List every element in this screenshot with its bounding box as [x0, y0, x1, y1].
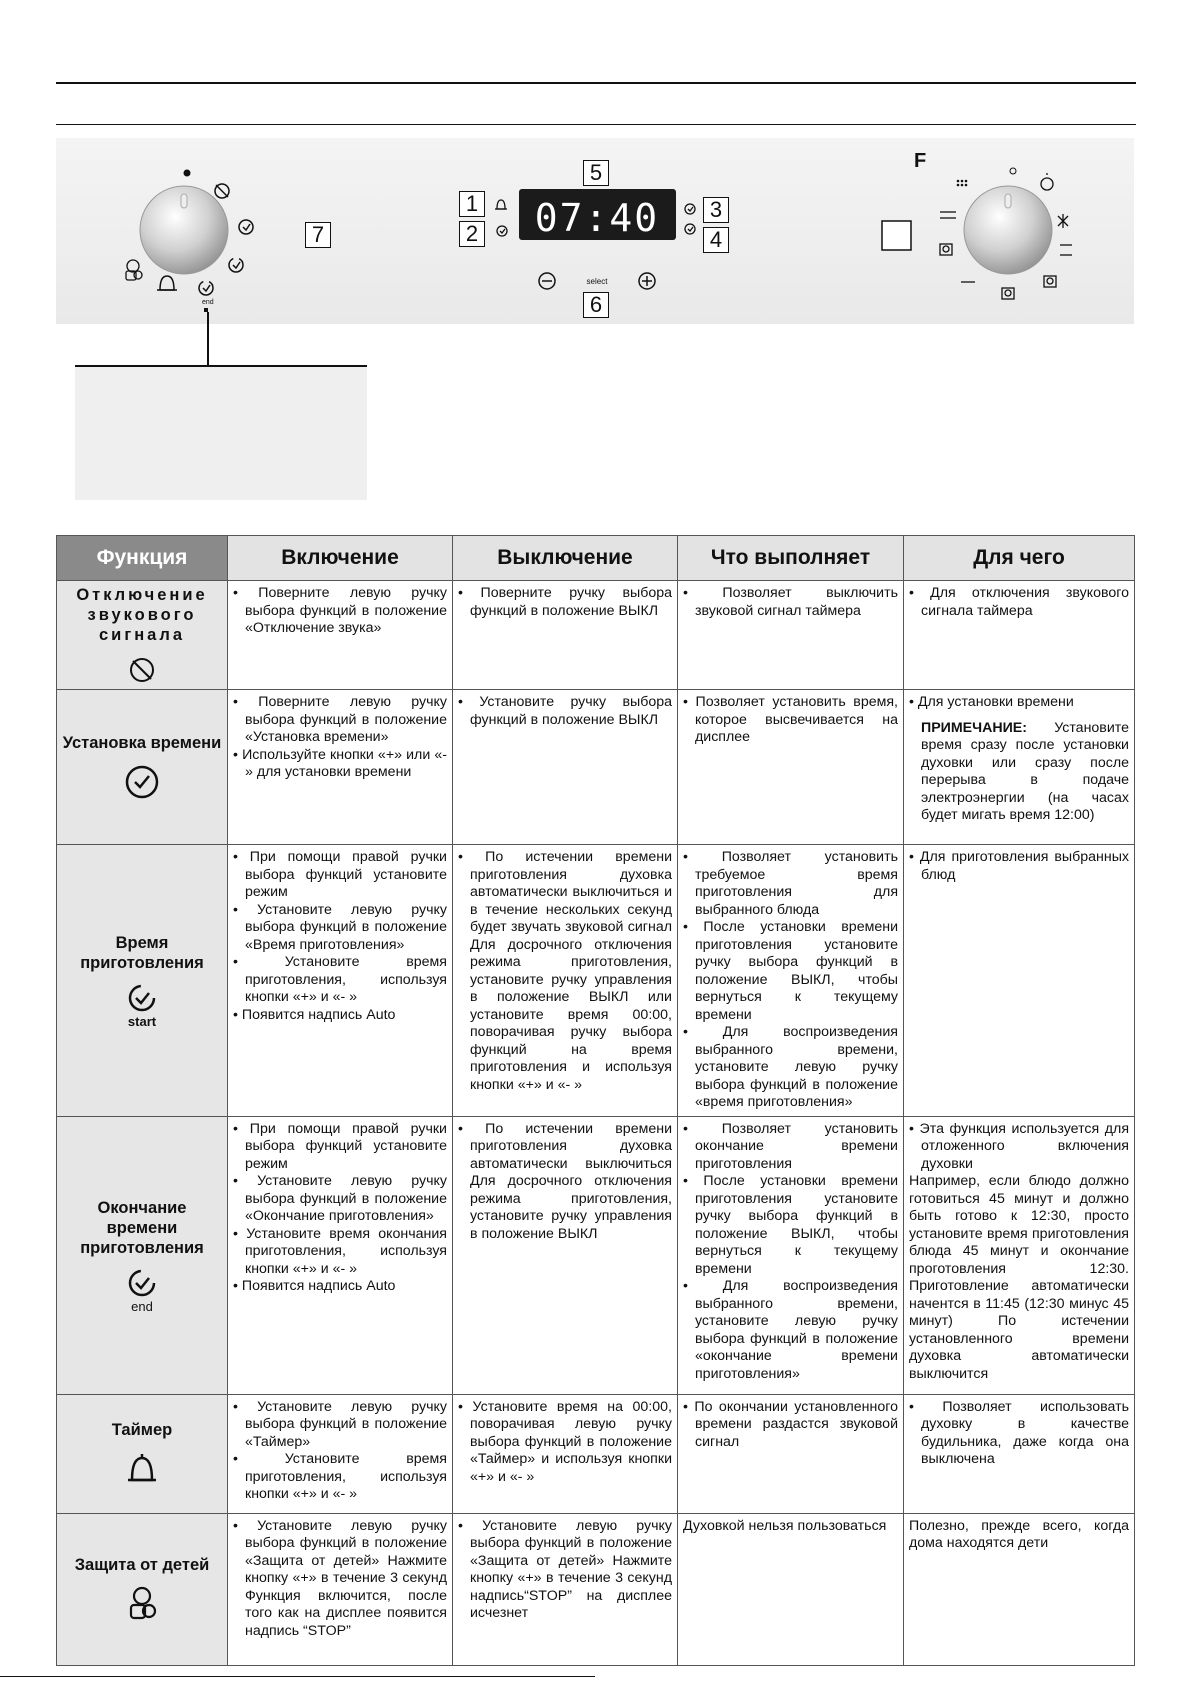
off-item: • Поверните ручку выбора функций в положение ВЫКЛ: [458, 585, 672, 620]
sound-off-icon: [215, 184, 229, 198]
what-item: • По окончании установленного времени раздастся звуковой сигнал: [683, 1399, 898, 1452]
off-dot-icon: [184, 170, 191, 177]
off-item: • Установите ручку выбора функций в положение ВЫКЛ: [458, 694, 672, 729]
why-item: • Для установки времени: [909, 694, 1129, 712]
why-cell: [904, 1513, 1135, 1665]
header-why: Для чего: [904, 536, 1135, 581]
top-rule: [56, 82, 1136, 84]
table-header-row: [57, 536, 1135, 581]
functions-table: [56, 535, 1135, 1666]
f-label: F: [914, 150, 927, 172]
on-cell: [228, 581, 453, 690]
what-item: • После установки времени приготовления установите ручку выбора функций в положение ВЫКЛ, чтобы вернуться к текущему времени: [683, 1173, 898, 1278]
why-cell: [904, 1116, 1135, 1394]
header-on: Включение: [228, 536, 453, 581]
right-function-knob[interactable]: [964, 186, 1052, 274]
on-item: • Установите левую ручку выбора функций в положение «Окончание приготовления»: [233, 1173, 447, 1226]
callout-5: 5: [583, 160, 609, 186]
why-text: Полезно, прежде всего, когда дома находятся дети: [909, 1517, 1129, 1551]
display-end-icon: [685, 224, 695, 234]
on-item: • Установите левую ручку выбора функций в положение «Защита от детей» Нажмите кнопку «+» в течение 3 секунд Функция включится, после того как на дисплее появится надпись “STOP”: [233, 1518, 447, 1641]
why-item: • Эта функция используется для отложенного включения духовки: [909, 1121, 1129, 1174]
what-cell: [678, 690, 904, 845]
display-time: 07:40: [534, 196, 660, 240]
display-clock-icon: [497, 226, 507, 236]
on-item: • При помощи правой ручки выбора функций установите режим: [233, 1121, 447, 1174]
start-label: start: [127, 1013, 157, 1029]
callout-6: 6: [583, 292, 609, 318]
header-what: Что выполняет: [678, 536, 904, 581]
off-item: • Установите время на 00:00, поворачивая левую ручку выбора функций в положение «Таймер» и используя кнопки «+» и «- »: [458, 1399, 672, 1487]
fan-icon-right: [1044, 276, 1056, 287]
off-circle-icon: [1010, 168, 1016, 174]
what-cell: [678, 845, 904, 1117]
function-cell: [57, 690, 228, 845]
fan-icon-bottom: [1002, 288, 1014, 299]
on-item: • Появится надпись Auto: [233, 1278, 447, 1296]
display-start-icon: [685, 204, 695, 214]
off-cell: [453, 1513, 678, 1665]
clock-icon: [123, 763, 161, 801]
what-item: • Для воспроизведения выбранного времени, установите левую ручку выбора функций в положение «время приготовления»: [683, 1024, 898, 1112]
table-row: [57, 581, 1135, 690]
callout-1: 1: [459, 191, 485, 217]
fan-icon-left: [940, 244, 952, 255]
on-cell: [228, 845, 453, 1117]
function-cell: [57, 1116, 228, 1394]
what-item: • Позволяет установить окончание времени приготовления: [683, 1121, 898, 1174]
on-cell: [228, 1513, 453, 1665]
on-item: • Установите время приготовления, используя кнопки «+» и «- »: [233, 954, 447, 1007]
off-item: • По истечении времени приготовления духовка автоматически выключиться Для досрочного отключения режима приготовления, установите ручку управления в положение ВЫКЛ: [458, 1121, 672, 1244]
select-label: select: [586, 277, 608, 286]
on-item: • Установите время окончания приготовления, используя кнопки «+» и «- »: [233, 1226, 447, 1279]
pointer-line-horizontal: [75, 365, 367, 367]
table-row: [57, 1116, 1135, 1394]
on-item: • Поверните левую ручку выбора функций в положение «Установка времени»: [233, 694, 447, 747]
why-item: • Для приготовления выбранных блюд: [909, 849, 1129, 884]
function-cell: [57, 845, 228, 1117]
callout-4: 4: [703, 227, 729, 253]
off-cell: [453, 581, 678, 690]
bell-icon: [157, 276, 177, 290]
cook-start-icon: [122, 983, 162, 1015]
info-box: [75, 365, 367, 500]
minus-button: [539, 273, 555, 289]
clock-icon: [239, 220, 253, 234]
on-item: • Установите время приготовления, используя кнопки «+» и «- »: [233, 1451, 447, 1504]
display-bell-icon: [495, 200, 507, 209]
grill-dots-icon: [957, 180, 968, 187]
off-item: • Установите левую ручку выбора функций в положение «Защита от детей» Нажмите кнопку «+» в течение 3 секунд надпись“STOP” на дисплее исчезнет: [458, 1518, 672, 1623]
function-cell: [57, 1394, 228, 1513]
end-label: end: [202, 299, 214, 306]
cook-start-icon: [229, 258, 243, 272]
what-cell: [678, 1116, 904, 1394]
left-function-knob[interactable]: [140, 186, 228, 274]
sound-off-icon: [127, 655, 157, 685]
bottom-rule: [0, 1676, 595, 1677]
function-name: Отключение звукового сигнала: [76, 586, 208, 644]
function-name: Время приготовления: [80, 933, 204, 972]
header-off: Выключение: [453, 536, 678, 581]
function-cell: [57, 581, 228, 690]
why-extra: Например, если блюдо должно готовиться 45 минут и должно быть готово к 12:30, просто установите время приготовления блюда 45 минут и окончание проготовления 12:30. Приготовление автоматически начентся в 11:45 (12:30 минус 45 минут) По истечении установленного времени духовка автоматически выключится: [909, 1173, 1129, 1382]
table-row: [57, 845, 1135, 1117]
why-cell: [904, 845, 1135, 1117]
on-item: • Установите левую ручку выбора функций в положение «Время приготовления»: [233, 902, 447, 955]
on-item: • При помощи правой ручки выбора функций установите режим: [233, 849, 447, 902]
child-lock-icon: [126, 260, 142, 280]
cook-end-icon: [199, 281, 213, 295]
what-cell: [678, 1513, 904, 1665]
defrost-icon: [1058, 214, 1068, 228]
why-item: • Позволяет использовать духовку в качестве будильника, даже когда она выключена: [909, 1399, 1129, 1469]
child-lock-icon: [122, 1585, 162, 1623]
what-item: • Для воспроизведения выбранного времени, установите левую ручку выбора функций в положение «окончание времени приготовления»: [683, 1278, 898, 1383]
on-item: • Появится надпись Auto: [233, 1007, 447, 1025]
table-row: [57, 1394, 1135, 1513]
second-rule: [56, 124, 1136, 125]
table-row: [57, 1513, 1135, 1665]
on-cell: [228, 1116, 453, 1394]
grill-icon: [940, 212, 956, 218]
note-text: Установите время сразу после установки духовки или сразу после перерыва в подаче электроэнергии (на часах будет мигать время 12:00): [921, 719, 1129, 823]
function-name: Окончание времени приготовления: [80, 1198, 204, 1257]
function-name: Установка времени: [62, 734, 222, 752]
bell-icon: [124, 1450, 160, 1488]
plus-button: [639, 273, 655, 289]
function-cell: [57, 1513, 228, 1665]
what-item: • Позволяет выключить звуковой сигнал таймера: [683, 585, 898, 620]
callout-2: 2: [459, 221, 485, 247]
function-name: Защита от детей: [74, 1556, 210, 1574]
cook-end-icon: [122, 1268, 162, 1300]
off-cell: [453, 1116, 678, 1394]
what-item: • Позволяет установить время, которое высвечивается на дисплее: [683, 694, 898, 747]
control-panel-illustration: [56, 138, 1134, 324]
pointer-line: [207, 312, 209, 365]
why-cell: [904, 690, 1135, 845]
off-cell: [453, 845, 678, 1117]
why-item: • Для отключения звукового сигнала таймера: [909, 585, 1129, 620]
table-row: [57, 690, 1135, 845]
off-cell: [453, 690, 678, 845]
off-item: • По истечении времени приготовления духовка автоматически выключиться и в течение нескольких секунд будет звучать звуковой сигнал Для досрочного отключения режима приготовления, установите ручку управления в положение ВЫКЛ или установите время 00:00, поворачивая ручку выбора функций на время приготовления и используя кнопки «+» и «- »: [458, 849, 672, 1094]
why-cell: [904, 581, 1135, 690]
what-text: Духовкой нельзя пользоваться: [683, 1517, 887, 1534]
on-cell: [228, 1394, 453, 1513]
what-cell: [678, 1394, 904, 1513]
note-label: ПРИМЕЧАНИЕ:: [921, 719, 1027, 736]
what-item: • После установки времени приготовления установите ручку выбора функций в положение ВЫКЛ, чтобы вернуться к текущему времени: [683, 919, 898, 1024]
on-item: • Используйте кнопки «+» или «- » для установки времени: [233, 747, 447, 782]
what-cell: [678, 581, 904, 690]
on-cell: [228, 690, 453, 845]
top-bottom-heat-icon: [1060, 245, 1072, 255]
callout-3: 3: [703, 197, 729, 223]
lamp-icon: [1041, 173, 1053, 190]
callout-7: 7: [305, 222, 331, 248]
on-item: • Установите левую ручку выбора функций в положение «Таймер»: [233, 1399, 447, 1452]
function-name: Таймер: [111, 1420, 173, 1439]
blank-square: [882, 221, 911, 250]
what-item: • Позволяет установить требуемое время приготовления для выбранного блюда: [683, 849, 898, 919]
off-cell: [453, 1394, 678, 1513]
on-item: • Поверните левую ручку выбора функций в положение «Отключение звука»: [233, 585, 447, 638]
header-function: Функция: [57, 536, 228, 581]
why-note: [909, 720, 1129, 825]
why-cell: [904, 1394, 1135, 1513]
end-label: end: [131, 1298, 153, 1314]
